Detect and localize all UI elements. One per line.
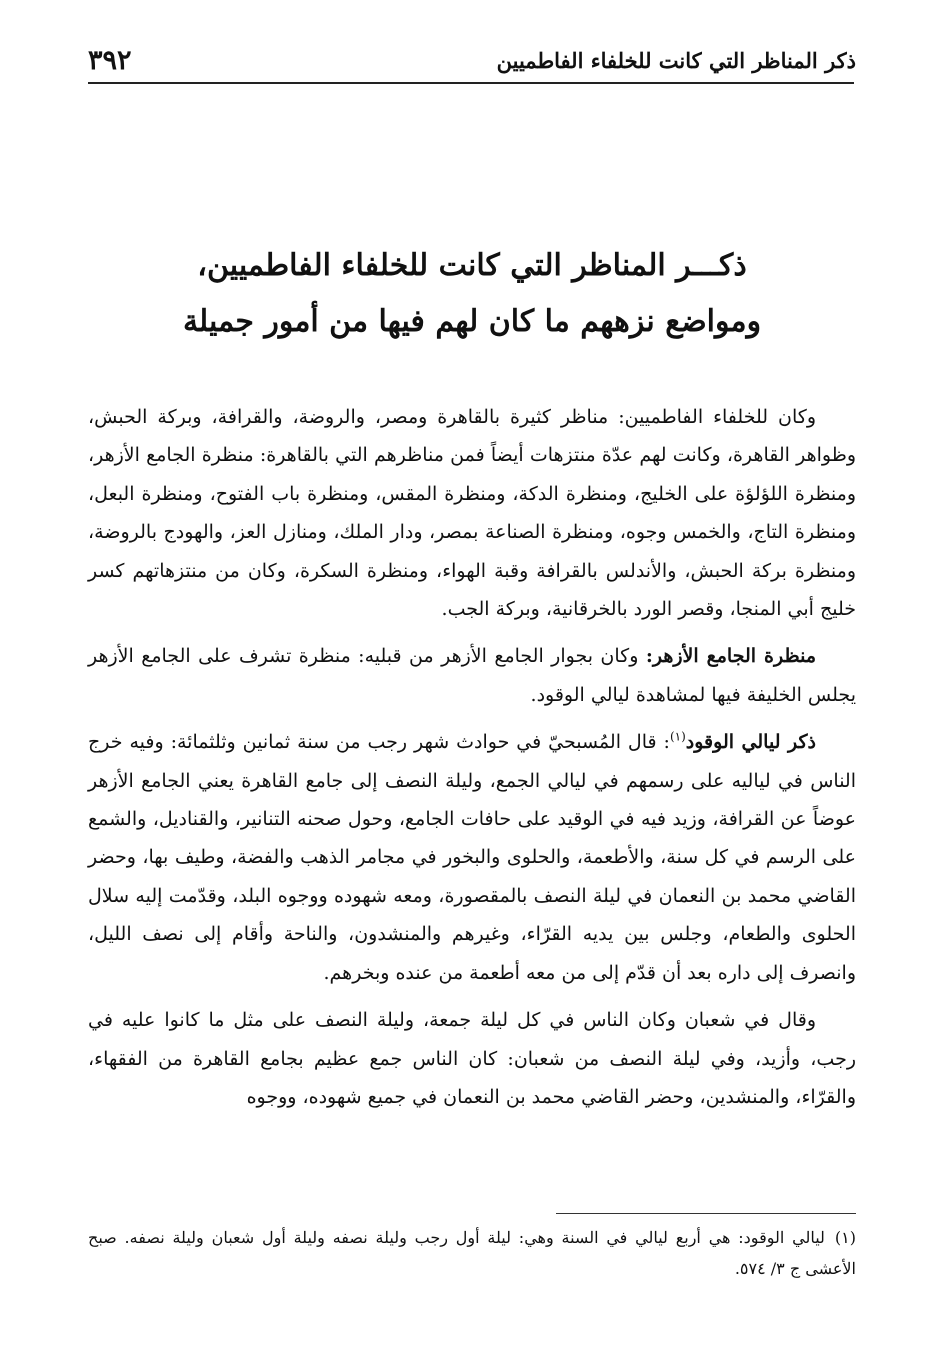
footnote-rule (556, 1213, 856, 1214)
paragraph-4: وقال في شعبان وكان الناس في كل ليلة جمعة، وليلة النصف على مثل ما كانوا عليه في رجب، وأزيد، وفي ليلة النصف من شعبان: كان الناس جمع عظيم بجامع القاهرة من الفقهاء، والقرّاء، والمنشدين، وحضر القاضي محمد بن النعمان في جميع شهوده، ووجوه (88, 1009, 856, 1108)
paragraph-2-text: وكان بجوار الجامع الأزهر من قبليه: منظرة تشرف على الجامع الأزهر يجلس الخليفة فيها لمشاهدة ليالي الوقود. (88, 645, 856, 706)
paragraph-2 (88, 637, 856, 714)
chapter-title-line-2: ومواضع نزههم ما كان لهم فيها من أمور جميلة (182, 304, 762, 339)
page-number: ٣٩٢ (88, 45, 132, 76)
running-head (88, 38, 856, 78)
chapter-title (150, 238, 794, 350)
paragraph-3-heading: ذكر ليالي الوقود (685, 731, 816, 754)
paragraph-1: وكان للخلفاء الفاطميين: مناظر كثيرة بالقاهرة ومصر، والروضة، والقرافة، وبركة الحبش، وظواهر القاهرة، وكانت لهم عدّة منتزهات أيضاً فمن مناظرهم التي بالقاهرة: منظرة الجامع الأزهر، ومنظرة اللؤلؤة على الخليج، ومنظرة الدكة، ومنظرة المقس، ومنظرة باب الفتوح، ومنظرة البعل، ومنظرة التاج، والخمس وجوه، ومنظرة الصناعة بمصر، ودار الملك، ومنازل العز، والهودج بالروضة، ومنظرة بركة الحبش، والأندلس بالقرافة وقبة الهواء، ومنظرة السكرة، وكان من منتزهاتهم كسر خليج أبي المنجا، وقصر الورد بالخرقانية، وبركة الجب. (88, 406, 856, 621)
footnotes (88, 1222, 856, 1284)
footnote-text: ليالي الوقود: هي أربع ليالي في السنة وهي: ليلة أول رجب وليلة نصفه وليلة أول شعبان وليلة نصفه. صبح الأعشى ج ٣/ ٥٧٤. (88, 1228, 856, 1278)
paragraph-3 (88, 723, 856, 992)
paragraph-2-heading: منظرة الجامع الأزهر: (645, 645, 816, 668)
footnote-1 (88, 1222, 856, 1284)
footnote-number: (١) (834, 1228, 856, 1247)
chapter-title-line-1: ذكـــر المناظر التي كانت للخلفاء الفاطميين، (197, 248, 747, 283)
paragraph-3-text: : قال المُسبحيّ في حوادث شهر رجب من سنة ثمانين وثلثمائة: وفيه خرج الناس في لياليه على رسمهم في ليالي الجمع، وليلة النصف إلى جامع القاهرة يعني الجامع الأزهر عوضاً عن القرافة، وزيد فيه في الوقيد على حافات الجامع، وحول صحنه التنانير، والقناديل، والشمع على الرسم في كل سنة، والأطعمة، والحلوى والبخور في مجامر الذهب والفضة، وطيف بها، وحضر القاضي محمد بن النعمان في ليلة النصف بالمقصورة، ومعه شهوده ووجوه البلد، وقدّمت إليه سلال الحلوى والطعام، وجلس بين يديه القرّاء، وغيرهم والمنشدون، والناحة وأقام إلى نصف الليل، وانصرف إلى داره بعد أن قدّم إلى من معه أطعمة من عنده وبخرهم. (88, 731, 857, 984)
body-text (88, 398, 856, 1125)
footnote-reference: (١) (669, 729, 686, 744)
header-rule (88, 82, 854, 84)
running-title: ذكر المناظر التي كانت للخلفاء الفاطميين (496, 48, 856, 73)
